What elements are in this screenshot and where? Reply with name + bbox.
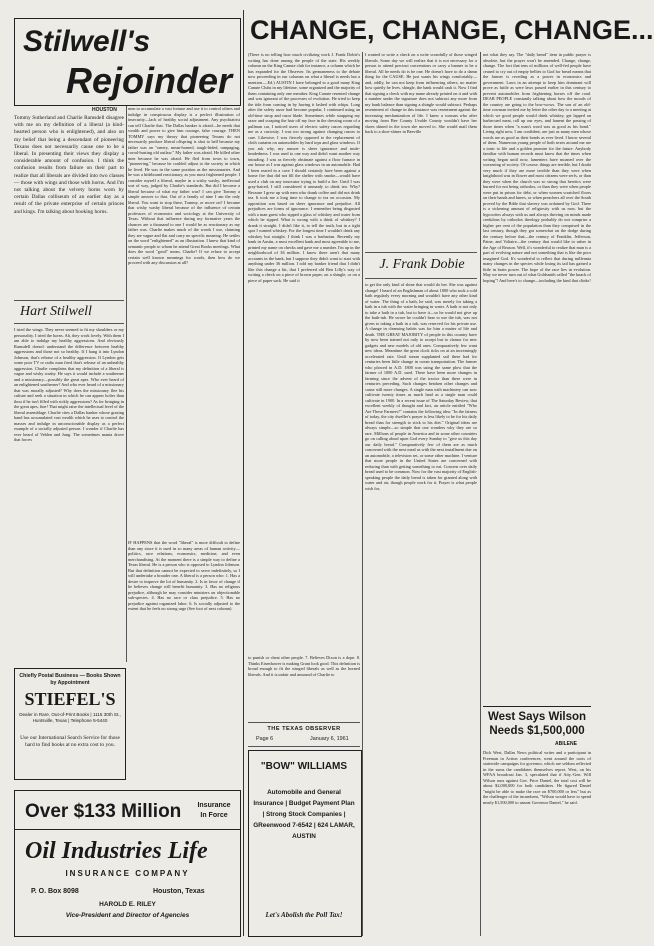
change-headline: CHANGE, CHANGE, CHANGE...	[250, 15, 654, 45]
stilwell-dateline: HOUSTON	[92, 107, 117, 113]
dobie-rule-top	[365, 252, 477, 253]
oil-divider	[15, 829, 240, 830]
column-rule-main	[243, 10, 244, 936]
stilwell-col2-body: men to accumulate a vast fortune and use it to control others and indulge in conspicuous display is a perfect illustration of insecurity—lack of healthy social adjustment. Any psychiatrist can tell Charlie that. The Dallas banker is afraid—he needs that wealth and power to give him courage, false courage. THEN TOMMY says my theory that pioneering Texans do not necessarily produce liberal offspring is shot to hell because my father was an "ornery, mean-horned, tough-hided, rampaging, corral-busting old outlaw." My father was afraid. He killed other men because he was afraid. He fled from town to town, "pioneering," because he couldn't adjust to the society in which he lived. He was in the same position as the missionaries. And he was a hidebound reactionary, as you most frightened people. I consider myself a liberal, maybe in a wishy washy, ineffectual sort of way, judged by Charlie's standards. But did I become a liberal because of what my father was? I can give Tommy a simple answer to that. Out of a family of nine I am the only liberal. You want to stop there, Tommy, or move on? I became that wishy washy liberal because of the influence of certain professors of economics and sociology at the University of Texas. Without that influence during my formative years the chances are a thousand to one I would be as reactionary as my father was. Charlie makes much of the words I use, claiming they are vague and flat and carry no specific meaning. He settles on the word "enlightened" as an illustration. I knew that kind of semantic people to whom he attend Great Books meetings. What does the word "good" mean, Charlie? If we refuse to accept certain well known meanings for words, then how do we proceed with any discussion at all?	[128, 106, 240, 265]
change-col3-body-b: to punish or cheat other people. 7. Believes Dixon is a dope. 8. Thinks Eisenhower is making Grant look good. This definition is broad enough to fit the winged liberals as well as the horned liberals. And it is unfair and unsound of Charlie to	[248, 655, 360, 677]
stilwell-byline: Hart Stilwell	[20, 304, 92, 319]
footer-date: January 6, 1961	[310, 736, 349, 742]
bow-slogan: Let's Abolish the Poll Tax!	[265, 911, 343, 919]
stiefel-address: Dealer in Rare, Out-of-Print Books | 1115 30th St., Huntsville, Texas | Telephone 5-5440	[19, 712, 121, 723]
change-col4-body: I wanted to write a check on a write scornfully of those winged liberals. Some day we will realize that it is not necessary for a person to attend precinct conventions or carry a banner to be a liberal. All he needs do is be one. He doesn't have to do a damn thing for the CAUSE. He just wants his wings comfortably—and, oddly, he can not keep from influencing others, no matter how quietly he lives. shingle, the bank would cash it. Now I find that signing a check with my name already printed on it and with a number under the signature does not subtract any more from my bank balance than signing a shingle would subtract. Perhaps resentment of change in this instance was resentment against the increasing mechanization of life. I knew a woman who after moving from Bee County Uvalde County wouldn't have her shoes shined in the town she moved to. She would mail them back to a shoe-shiner in Beeville	[365, 52, 477, 134]
stilwell-col1-intro: Tommy Sutherland and Charlie Ramsdell disagree with me on my definition of a liberal (a kind-hearted person who is enlightened), and also on my belief that being a descendant of pioneering Texans does not necessarily cause one to be a liberal. In presenting their views they display a considerable amount of confusion. I think the confusion results from failure on their part to realize that all liberals are divided into two classes — those with wings and those with horns. And I'm not talking about the velvety horns worn by certain Dallas colliseum of an earlier day as a result of the private enterprise of certain princes and kings. I'm talking about booking horns.	[14, 115, 124, 215]
bow-williams-ad	[248, 750, 362, 937]
oil-person: HAROLD E. RILEY	[99, 901, 156, 908]
change-col4-body-b: to get the only kind of shine that would do her. She was against change! I heard of an Englishman of about 1800 who took a cold bath regularly every morning and wouldn't have any other kind of water. The thing of a bath, he said, was merely for taking a bath in a tub with the water bringing in water. A bath is not only to take a bath in a tub, but to have it—so he would not give up the bath-tub. He swore he couldn't bear to use the tub, was not given to taking a bath in a tub, was reserved for his private use. A change in cleansing habits was for him a matter of life and death. THE GREAT MAJORITY of people in this country have by now been trained not only to accept but to clamor for new gadgets and new models of old ones. Comparatively few want new ideas. Meantime the great clock ticks on at an increasingly accelerated rate. Until steam supplanted sail there had for centuries been little change in ocean transportation. The farmer who plowed in A.D. 1800 was using the same plow that the farmer of 1000 A.D. used. There have been more changes in farming since the advent of the tractor than there were in centuries preceding. Such changes betoken other changes and cause still more changes. A single man with machinery can now cultivate twenty times as much land as a single man could cultivate in 1900. In a recent issue of The Saturday Review, that excellent weekly of thought and fact, an article entitled "Who Are These Farmers?" contains the following idea: "In the fatness of today, the city dweller's prayer is less likely to be for his daily bread than for strength to stick to his diet." Original ideas are always simple—so simple that one wonders why they are so rare. Millions of people in America and in some other countries go on calling aloud upon God every Sunday to "give us this day our daily bread." Comparatively few of them are as much concerned with the next meal as with the next installment due on an automobile, a television set, or some other machine. I venture that more people in the United States are concerned with reducing than with getting something to eat. Concern over daily bread used to be common. Now for the vast majority of English-speaking people the daily bread is taken for granted along with water and air, though people work for it. Prayer is what people wish for,	[365, 282, 477, 491]
oil-company-name: Oil Industries Life	[25, 838, 208, 864]
oil-city: Houston, Texas	[153, 888, 205, 895]
bow-title: "BOW" WILLIAMS	[260, 761, 348, 772]
wilson-body: Dick West, Dallas News political writer and a participant in Freeman in Action conferences, went around the roots of statewide campaigns for governor, which are seldom reflected in the sums the candidates themselves report. West, on his WFAA broadcast Jan. 3, speculated that if Atty.-Gen. Will Wilson runs against Gov. Price Daniel, the total cost will be about $2,000,000 for both candidates. He figured Daniel "might be able to make the race on $700,000 or less" but as the challenger of the incumbent, "Wilson would have to spend nearly $1,500,000 to unseat Governor Daniel," he said.	[483, 750, 591, 805]
wilson-dateline: ABILENE	[555, 741, 577, 747]
dobie-byline: J. Frank Dobie	[379, 257, 465, 272]
wilson-headline-2: Needs $1,500,000	[489, 725, 585, 737]
stilwell-title-line1: Stilwell's	[23, 25, 151, 58]
oil-company-sub: INSURANCE COMPANY	[65, 869, 190, 878]
column-rule-1	[126, 106, 127, 662]
wilson-headline-1: West Says Wilson	[487, 711, 587, 723]
stilwell-col1-body: I tried the wings. They never seemed to fit my shoulders or my personality. I tried the horns. Ah, they work lovely. With them I am able to indulge my healthy aggressions. And obviously Ramsdell doesn't understand the difference between healthy aggressions and those not so healthy. If I hang it into Lyndon Johnson, that's release of a healthy aggression. If Lyndon gets some poor TV or radio man fired that's release of an unhealthy aggression. Charlie complains that my definition of a liberal is vague and wishy washy. He says it would include a southerner and a missionary—possibly the great apes. Who ever heard of an enlightened southerner? And who ever heard of a missionary that was morally adjusted? Why does the missionary flee his culture and seek a situation in which he can appear holier than thou if he isn't filled with sickly aggressions? As for bringing in the great apes, fine! That might raise the intellectual level of the liberal assemblage. Charlie cites a Dallas banker whose grazing hand has accumulated vast wealth which he uses to control the masses and indulge in unconscionable display as a perfect example of a socially adjusted person. I wonder if Charlie has ever heard of Veblen and Jung. The sometimes mania drove that forces	[14, 327, 124, 442]
oil-industries-ad	[14, 790, 241, 937]
stiefel-name: STIEFEL'S	[24, 689, 116, 709]
column-rule-3	[362, 52, 363, 936]
stilwell-col2-body-b: IF HAPPENS that the word "liberal" is more difficult to define than any since it is used in so many areas of human activity—politics, race relations, economics, medicine, and even merchandising. At the moment there is a simple way to define a Texas liberal. He is a person who is opposed to Lyndon Johnson. But that definition cannot be expected to serve indefinitely, so I will undertake a broader one. A liberal is a person who: 1. Has a desire to improve the lot of humanity. 2. Is in favor of change if he believes change will benefit humanity. 3. Has no religious prejudice, although he may consider ministers on objectionable sub-species. 4. Has no race or class prejudice. 5. Has no prejudice against organized labor. 6. Is socially adjusted to the extent that he feels no strong urge (See foot of next column)	[128, 540, 240, 611]
oil-person-title: Vice-President and Director of Agencies	[65, 912, 190, 919]
change-col5-body: not what they say. The "daily bread" item in public prayer is obsolete, but the prayer won't be amended. Change, change, change. The fact that tens of millions of well-fed people have ceased to cry out of empty bellies to God for bread means that the farmer is receding as a power in economics and government. Laws in an attempt to keep him dominant will prove as futile as were laws passed earlier in this century to prevent automobiles from frightening horses off the road. DEAR PEOPLE constantly talking about how the morals of the country are going to the bow-wows. The son of an old-time cowman invited me by letter the other day to a meeting at which we good people would drink whiskey, get lapped on barbecued meat, roll up our eyes, and lament the passing of those times when "a man's word was as good as his bond." Living right now, I am confident, are just as many men whose words are as good as their bonds as ever lived. I know several of them. Numerous young people of both sexes around me are a tonic to life and a golden promise for the future. Anybody familiar with human records must know that the times when writing began until now, lamenters have moaned over the worsening of society. Of course, things are terrible, but I doubt very much if they are more terrible than they were when knighthood was in flower and most citizens were serfs, or than they were when the church was so strong that heretics were burned for not being orthodox, or than they were when people were put in prison for debt, or when women scratched floors on their hands and knees, or when preachers all over the South proved by the Bible that slavery was ordained by God. There is a sickening amount of religiosity with us now, but the hypocrites always with us and always thriving on minds made credulous by orthodox theology probably do not comprise a higher per cent of the population than they comprised in the last century, though they got somewhat on the dodge during the century before that—the century of Franklin, Jefferson, Paine, and Voltaire—the century that would like to usher in the Age of Reason. Well, it's wonderful to realize that man is a part of evolving nature and not something that is like the poor imagined God. It's wonderful to reflect that during millennia many changes in the species while losing its tail has gained a little in brain power. The hope of the race lies in evolution. May we never turn out of what Goldsmith called "the knack of hoping"! And here's to change—including the kind that clinks!	[483, 52, 591, 283]
footer-rule-bottom	[248, 746, 360, 747]
stiefel-body: Use our International Search Service for those hard to find books at no extra cost to you.	[20, 735, 120, 748]
oil-force-1: Insurance	[197, 802, 231, 809]
bow-details: Automobile and General Insurance | Budget Payment Plan | Strong Stock Companies | GReenwood 7-6542 | 624 LAMAR, AUSTIN	[253, 789, 355, 840]
change-col3-body: (There is no telling how much civilizing work J. Frank Dobie's writing has done among the people of the state. His weekly column on the King Canute club for instance, a column which he has expanded for the Observer. Its germaneness to the debate now proceeding in our columns on what a liberal is needs but a mention.—Ed.) AUSTIN I have belonged to a good many King Canute Clubs in my lifetime, some organized and the majority of them containing only one member. King Canute resented change and was ignorant of the processes of evolution. He tried to keep the tide from coming in by having it lashed with whips. Long after the safety razor had become popular, I continued using an old-time strop and razor blade. Sometimes while strapping my razor and scraping the hair off my face in the dressing room of a pullman car, I noticed users of electric safety razors regarding me as a curiosity. I was too strong against changing razors to care. Likewise, I was fiercely opposed to the replacement of cloth curtains on automobiles by hard tops and glass windows. If you ask why, my answer is sheer ignorance and mule-headedness. I was used to one way and didn't want another way intruding. I was as fiercely obstinate against a floor furnace in our house as I was against glass windows in an automobile. Had I been reared in a cave I should certainly have been against a home fire that did not fill the shelter with smoke—would have used a club on any innovator trying to build a fire. Until I was gray-haired, I still considered it unmanly to drink tea. Why? Because I grew up with men who drank coffee and did not drink tea. It took me a long time to change to tea on occasion. My opposition was based on sheer ignorance and prejudice. All prejudices are forms of ignorance. I remember being disgusted with a man guest who sipped a glass of whiskey and water from which he sipped. What is wrong with a drink of whiskey? I drank it straight. I didn't like it, to tell the truth, but in a tight spot I wanted whiskey. For the longest time I wouldn't drink any whiskey but straight. I think I was a barbarian. Recently my bank in Austin, a most excellent bank and most agreeable to me, printed my name on checks and gave me a number. I'm up in the neighborhood of 36 million. I know there aren't that many accounts in the bank, but I suppose they didn't want to start with anything under 36 million. I told my banker friend that I didn't like this change a bit, that I preferred old Ben Lilly's way of writing a check on a piece of brown paper, on a shingle, or on a piece of paper sack. He said it	[248, 52, 360, 283]
column-rule-4	[480, 52, 481, 936]
footer-title: THE TEXAS OBSERVER	[267, 726, 341, 732]
stilwell-title-line2: Rejoinder	[65, 60, 232, 101]
footer-rule-top	[248, 722, 360, 723]
oil-amount: Over $133 Million	[25, 801, 182, 822]
oil-force-2: In Force	[200, 812, 228, 819]
byline-rule-top	[14, 300, 124, 301]
byline-rule-bottom	[14, 323, 124, 324]
stiefel-head: Chiefly Postal Business — Books Shown by Appointment	[19, 673, 121, 686]
footer-page: Page 6	[256, 736, 274, 742]
stilwell-title-box	[14, 18, 241, 106]
stiefel-ad	[14, 668, 126, 780]
wilson-rule	[483, 706, 591, 707]
dobie-rule-bottom	[365, 278, 477, 279]
oil-po-box: P. O. Box 8098	[31, 888, 79, 895]
